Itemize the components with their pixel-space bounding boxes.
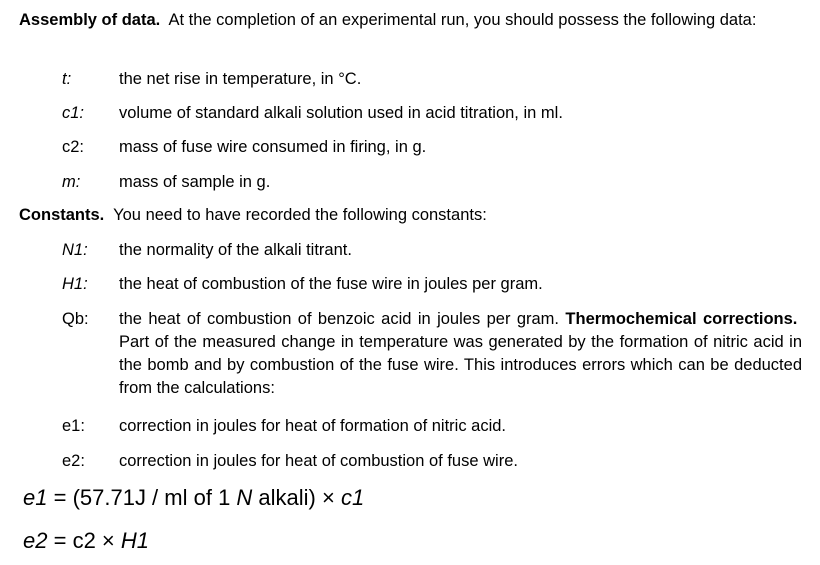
assembly-paragraph [19,9,809,32]
equation-e2: e2 = c2 × H1 [23,528,149,553]
assembly-text: At the completion of an experimental run, you should possess the following data: [168,11,757,29]
constant-description: the normality of the alkali titrant. [119,241,352,259]
correction-symbol: e2: [62,452,85,470]
constant-symbol: N1: [62,241,88,259]
equation-e1: e1 = (57.71J / ml of 1 N alkali) × c1 [23,485,365,510]
data-description: volume of standard alkali solution used in acid titration, in ml. [119,104,563,122]
correction-description: correction in joules for heat of combustion of fuse wire. [119,452,518,470]
data-description: mass of sample in g. [119,173,271,191]
data-symbol: m: [62,173,81,191]
assembly-heading: Assembly of data. [19,11,161,29]
data-symbol: c1: [62,104,85,122]
data-description: mass of fuse wire consumed in firing, in g. [119,138,427,156]
correction-description: correction in joules for heat of formation of nitric acid. [119,417,507,435]
constants-text: You need to have recorded the following constants: [113,206,487,224]
data-symbol: t: [62,70,72,88]
thermochemical-corrections-heading: Thermochemical corrections. [565,310,798,328]
constant-symbol: H1: [62,275,88,293]
data-symbol: c2: [62,138,85,156]
constant-description: the heat of combustion of the fuse wire in joules per gram. [119,275,543,293]
constant-description: the heat of combustion of benzoic acid in joules per gram. Thermochemical corrections. Part of the measured change in temperature was generated by the formation of nitric acid in the bomb and by combustion of the fuse wire. This introduces errors which can be deducted from the calculations: [119,310,802,397]
constants-paragraph [19,204,809,227]
constants-heading: Constants. [19,206,105,224]
correction-symbol: e1: [62,417,85,435]
constant-symbol: Qb: [62,310,89,328]
data-description: the net rise in temperature, in °C. [119,70,362,88]
